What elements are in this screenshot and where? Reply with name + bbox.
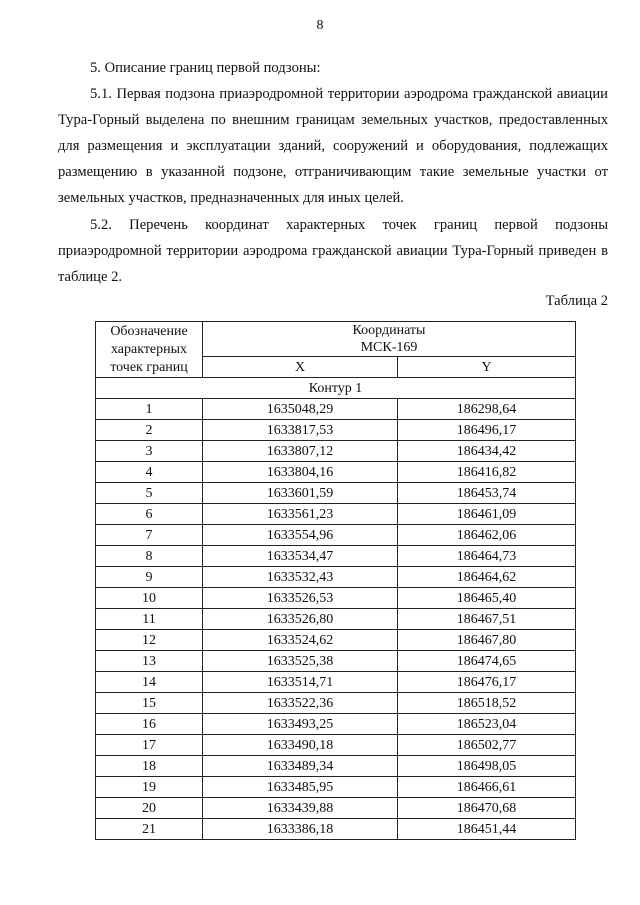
x-coordinate-cell: 1633526,53 — [203, 588, 398, 609]
point-number-cell: 16 — [96, 714, 203, 735]
table-row — [96, 483, 576, 504]
point-number-cell: 14 — [96, 672, 203, 693]
x-coordinate-cell: 1633485,95 — [203, 777, 398, 798]
x-coordinate-cell: 1633807,12 — [203, 441, 398, 462]
x-coordinate-cell: 1633534,47 — [203, 546, 398, 567]
coordinates-table — [95, 321, 576, 840]
point-number-cell: 13 — [96, 651, 203, 672]
table-row — [96, 588, 576, 609]
y-coordinate-cell: 186461,09 — [398, 504, 576, 525]
table-row — [96, 462, 576, 483]
header-y: Y — [398, 357, 576, 378]
y-coordinate-cell: 186496,17 — [398, 420, 576, 441]
x-coordinate-cell: 1633439,88 — [203, 798, 398, 819]
table-row — [96, 756, 576, 777]
y-coordinate-cell: 186416,82 — [398, 462, 576, 483]
y-coordinate-cell: 186465,40 — [398, 588, 576, 609]
header-designation: Обозначение характерных точек границ — [96, 322, 203, 378]
x-coordinate-cell: 1633525,38 — [203, 651, 398, 672]
point-number-cell: 18 — [96, 756, 203, 777]
table-row — [96, 777, 576, 798]
x-coordinate-cell: 1633804,16 — [203, 462, 398, 483]
y-coordinate-cell: 186523,04 — [398, 714, 576, 735]
x-coordinate-cell: 1635048,29 — [203, 399, 398, 420]
table-row — [96, 420, 576, 441]
x-coordinate-cell: 1633817,53 — [203, 420, 398, 441]
point-number-cell: 17 — [96, 735, 203, 756]
y-coordinate-cell: 186467,51 — [398, 609, 576, 630]
x-coordinate-cell: 1633522,36 — [203, 693, 398, 714]
section-heading: 5. Описание границ первой подзоны: — [90, 60, 321, 76]
y-coordinate-cell: 186476,17 — [398, 672, 576, 693]
x-coordinate-cell: 1633554,96 — [203, 525, 398, 546]
point-number-cell: 9 — [96, 567, 203, 588]
point-number-cell: 6 — [96, 504, 203, 525]
x-coordinate-cell: 1633493,25 — [203, 714, 398, 735]
point-number-cell: 21 — [96, 819, 203, 840]
point-number-cell: 12 — [96, 630, 203, 651]
table-row — [96, 693, 576, 714]
y-coordinate-cell: 186498,05 — [398, 756, 576, 777]
header-x: X — [203, 357, 398, 378]
paragraph-5-1-text: 5.1. Первая подзона приаэродромной территории аэродрома гражданской авиации Тура-Горный выделена по внешним границам земельных участков, предоставленных для размещения и эксплуатации зданий, сооружений и оборудования, подлежащих размещению в указанной подзоне, отграничивающим такие земельные участки от земельных участков, предназначенных для иных целей. — [58, 86, 608, 206]
point-number-cell: 5 — [96, 483, 203, 504]
x-coordinate-cell: 1633386,18 — [203, 819, 398, 840]
table-row — [96, 672, 576, 693]
table-row — [96, 735, 576, 756]
y-coordinate-cell: 186453,74 — [398, 483, 576, 504]
point-number-cell: 20 — [96, 798, 203, 819]
y-coordinate-cell: 186434,42 — [398, 441, 576, 462]
table-row — [96, 525, 576, 546]
x-coordinate-cell: 1633526,80 — [203, 609, 398, 630]
table-row — [96, 546, 576, 567]
y-coordinate-cell: 186462,06 — [398, 525, 576, 546]
x-coordinate-cell: 1633532,43 — [203, 567, 398, 588]
y-coordinate-cell: 186502,77 — [398, 735, 576, 756]
table-row — [96, 609, 576, 630]
y-coordinate-cell: 186467,80 — [398, 630, 576, 651]
point-number-cell: 19 — [96, 777, 203, 798]
table-row — [96, 714, 576, 735]
y-coordinate-cell: 186466,61 — [398, 777, 576, 798]
paragraph-5-2 — [58, 212, 608, 290]
point-number-cell: 2 — [96, 420, 203, 441]
table-row — [96, 651, 576, 672]
page-number: 8 — [316, 18, 324, 33]
point-number-cell: 10 — [96, 588, 203, 609]
table-row — [96, 441, 576, 462]
x-coordinate-cell: 1633489,34 — [203, 756, 398, 777]
y-coordinate-cell: 186451,44 — [398, 819, 576, 840]
table-row — [96, 567, 576, 588]
point-number-cell: 7 — [96, 525, 203, 546]
x-coordinate-cell: 1633514,71 — [203, 672, 398, 693]
paragraph-5-2-text: 5.2. Перечень координат характерных точек границ первой подзоны приаэродромной территории аэродрома гражданской авиации Тура-Горный приведен в таблице 2. — [58, 217, 608, 285]
paragraph-5-1 — [58, 81, 608, 211]
y-coordinate-cell: 186298,64 — [398, 399, 576, 420]
table-row — [96, 630, 576, 651]
point-number-cell: 4 — [96, 462, 203, 483]
point-number-cell: 1 — [96, 399, 203, 420]
y-coordinate-cell: 186470,68 — [398, 798, 576, 819]
point-number-cell: 3 — [96, 441, 203, 462]
contour-label: Контур 1 — [96, 378, 576, 399]
y-coordinate-cell: 186518,52 — [398, 693, 576, 714]
y-coordinate-cell: 186474,65 — [398, 651, 576, 672]
x-coordinate-cell: 1633524,62 — [203, 630, 398, 651]
header-coordinates-line1: Координаты — [352, 323, 426, 338]
table-row — [96, 504, 576, 525]
point-number-cell: 8 — [96, 546, 203, 567]
y-coordinate-cell: 186464,62 — [398, 567, 576, 588]
point-number-cell: 11 — [96, 609, 203, 630]
x-coordinate-cell: 1633490,18 — [203, 735, 398, 756]
table-row — [96, 798, 576, 819]
header-coordinates-line2: МСК-169 — [360, 340, 418, 355]
table-row — [96, 399, 576, 420]
y-coordinate-cell: 186464,73 — [398, 546, 576, 567]
header-coordinates — [203, 322, 576, 357]
point-number-cell: 15 — [96, 693, 203, 714]
x-coordinate-cell: 1633601,59 — [203, 483, 398, 504]
table-caption: Таблица 2 — [545, 293, 608, 309]
table-row — [96, 819, 576, 840]
x-coordinate-cell: 1633561,23 — [203, 504, 398, 525]
